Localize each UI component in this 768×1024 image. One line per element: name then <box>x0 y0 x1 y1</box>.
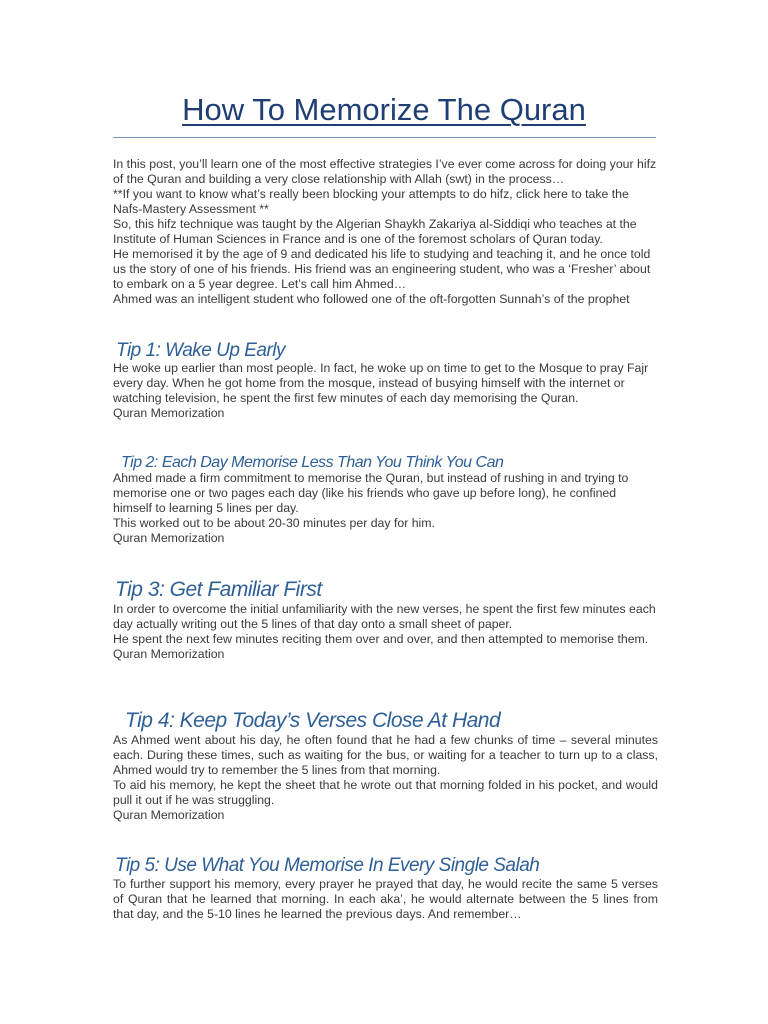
tip-4-heading: Tip 4: Keep Today’s Verses Close At Hand <box>125 709 501 732</box>
intro-paragraph: In this post, you’ll learn one of the most effective strategies I’ve ever come across for doing your hifz of the Quran and building a very close relationship with Allah (swt) in the process… <box>113 157 657 186</box>
intro-paragraph: He memorised it by the age of 9 and dedicated his life to studying and teaching it, and he once told us the story of one of his friends. His friend was an engineering student, who was a ‘Fresher’ about to embark on a 5 year degree. Let’s call him Ahmed… <box>113 247 651 291</box>
tip-2-body <box>113 471 658 546</box>
tip-caption: Quran Memorization <box>113 406 225 420</box>
tip-paragraph: In order to overcome the initial unfamiliarity with the new verses, he spent the first few minutes each day actually writing out the 5 lines of that day onto a small sheet of paper. <box>113 602 656 631</box>
tip-2-heading: Tip 2: Each Day Memorise Less Than You Think You Can <box>121 454 504 471</box>
tip-paragraph: To further support his memory, every prayer he prayed that day, he would recite the same 5 verses of Quran that he learned that morning. In each aka’, he would alternate between the 5 lines from that day, and the 5-10 lines he learned the previous days. And remember… <box>113 877 658 921</box>
intro-paragraph: So, this hifz technique was taught by the Algerian Shaykh Zakariya al-Siddiqi who teaches at the Institute of Human Sciences in France and is one of the foremost scholars of Quran today. <box>113 217 637 246</box>
tip-5-body <box>113 877 658 922</box>
intro-section <box>113 157 658 307</box>
tip-caption: Quran Memorization <box>113 647 225 661</box>
tip-paragraph: To aid his memory, he kept the sheet that he wrote out that morning folded in his pocket, and would pull it out if he was struggling. <box>113 778 658 807</box>
tip-5-heading: Tip 5: Use What You Memorise In Every Single Salah <box>115 855 540 876</box>
tip-1-heading: Tip 1: Wake Up Early <box>116 340 285 361</box>
tip-3-body <box>113 602 658 662</box>
tip-paragraph: Ahmed made a firm commitment to memorise the Quran, but instead of rushing in and trying to memorise one or two pages each day (like his friends who gave up before long), he confined himself to learning 5 lines per day. <box>113 471 629 515</box>
tip-3-heading: Tip 3: Get Familiar First <box>115 578 322 601</box>
page-title: How To Memorize The Quran <box>182 92 586 127</box>
tip-caption: Quran Memorization <box>113 531 225 545</box>
tip-paragraph: This worked out to be about 20-30 minutes per day for him. <box>113 516 435 530</box>
tip-caption: Quran Memorization <box>113 808 225 822</box>
tip-paragraph: He spent the next few minutes reciting them over and over, and then attempted to memorise them. <box>113 632 649 646</box>
intro-paragraph: Ahmed was an intelligent student who followed one of the oft-forgotten Sunnah’s of the prophet <box>113 292 630 306</box>
tip-4-body <box>113 733 658 823</box>
intro-paragraph: **If you want to know what’s really been blocking your attempts to do hifz, click here to take the Nafs-Mastery Assessment ** <box>113 187 629 216</box>
tip-paragraph: As Ahmed went about his day, he often found that he had a few chunks of time – several minutes each. During these times, such as waiting for the bus, or waiting for a teacher to turn up to a class, Ahmed would try to remember the 5 lines from that morning. <box>113 733 658 777</box>
tip-1-body <box>113 361 658 421</box>
tip-paragraph: He woke up earlier than most people. In fact, he woke up on time to get to the Mosque to pray Fajr every day. When he got home from the mosque, instead of busying himself with the internet or watching television, he spent the first few minutes of each day memorising the Quran. <box>113 361 649 405</box>
title-divider <box>113 137 656 138</box>
